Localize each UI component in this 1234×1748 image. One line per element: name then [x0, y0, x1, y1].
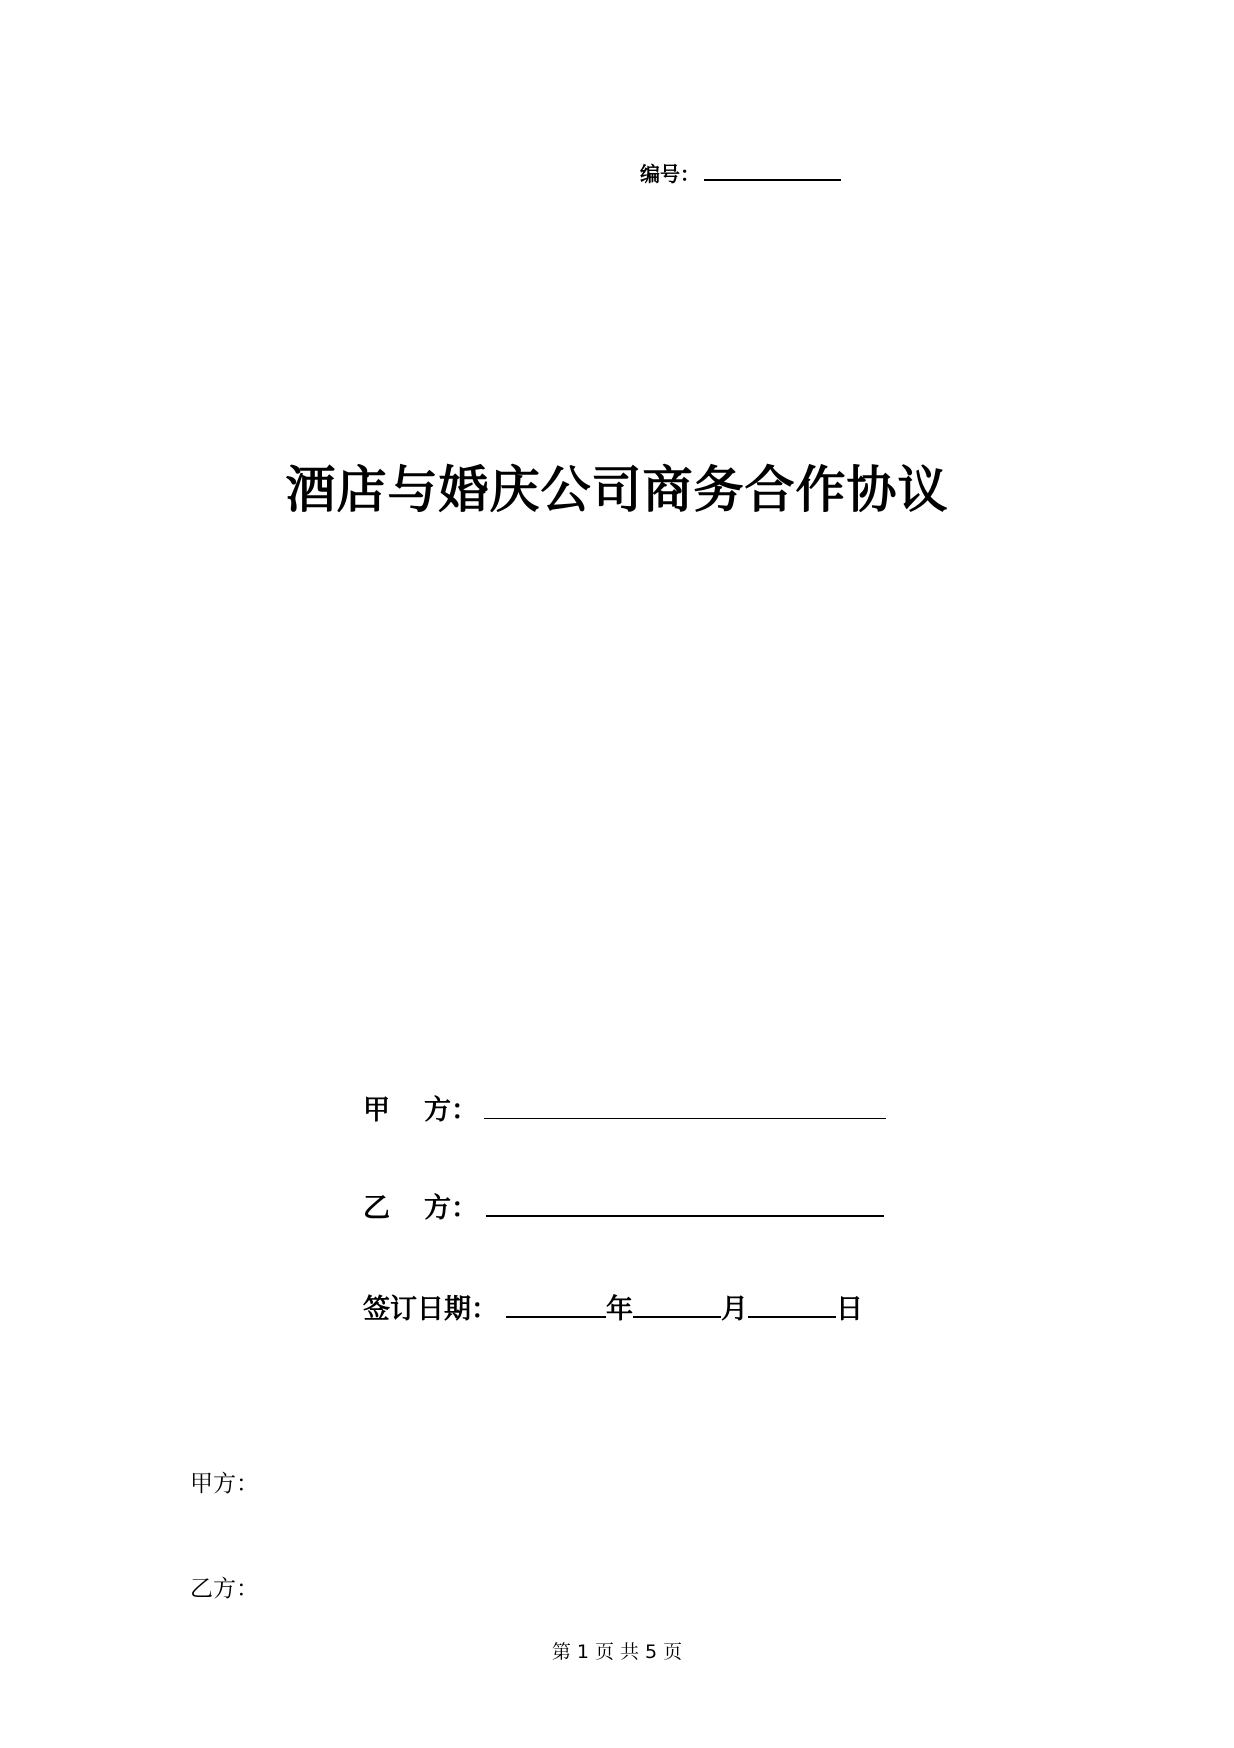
month-blank [633, 1292, 721, 1318]
document-number [640, 158, 841, 187]
body-party-a: 甲方： [190, 1471, 259, 1497]
signing-date-row [363, 1287, 863, 1326]
party-b-label-char: 乙 [363, 1193, 390, 1224]
party-a-label-suffix: 方： [424, 1095, 478, 1126]
party-a-signature-row [363, 1088, 886, 1127]
party-b-signature-row [363, 1186, 884, 1225]
year-label: 年 [606, 1294, 633, 1325]
party-a-label-char: 甲 [363, 1095, 390, 1126]
document-number-blank [704, 161, 841, 181]
body-party-b: 乙方： [190, 1576, 259, 1602]
page-footer: 第 1 页 共 5 页 [551, 1641, 683, 1663]
party-b-label-suffix: 方： [424, 1193, 478, 1224]
signing-date-label: 签订日期： [363, 1294, 498, 1325]
year-blank [506, 1292, 606, 1318]
party-a-blank [484, 1094, 886, 1119]
party-b-blank [486, 1191, 884, 1217]
document-number-label: 编号： [640, 162, 700, 186]
day-label: 日 [836, 1294, 863, 1325]
month-label: 月 [721, 1294, 748, 1325]
document-title: 酒店与婚庆公司商务合作协议 [285, 460, 949, 519]
day-blank [748, 1292, 836, 1318]
